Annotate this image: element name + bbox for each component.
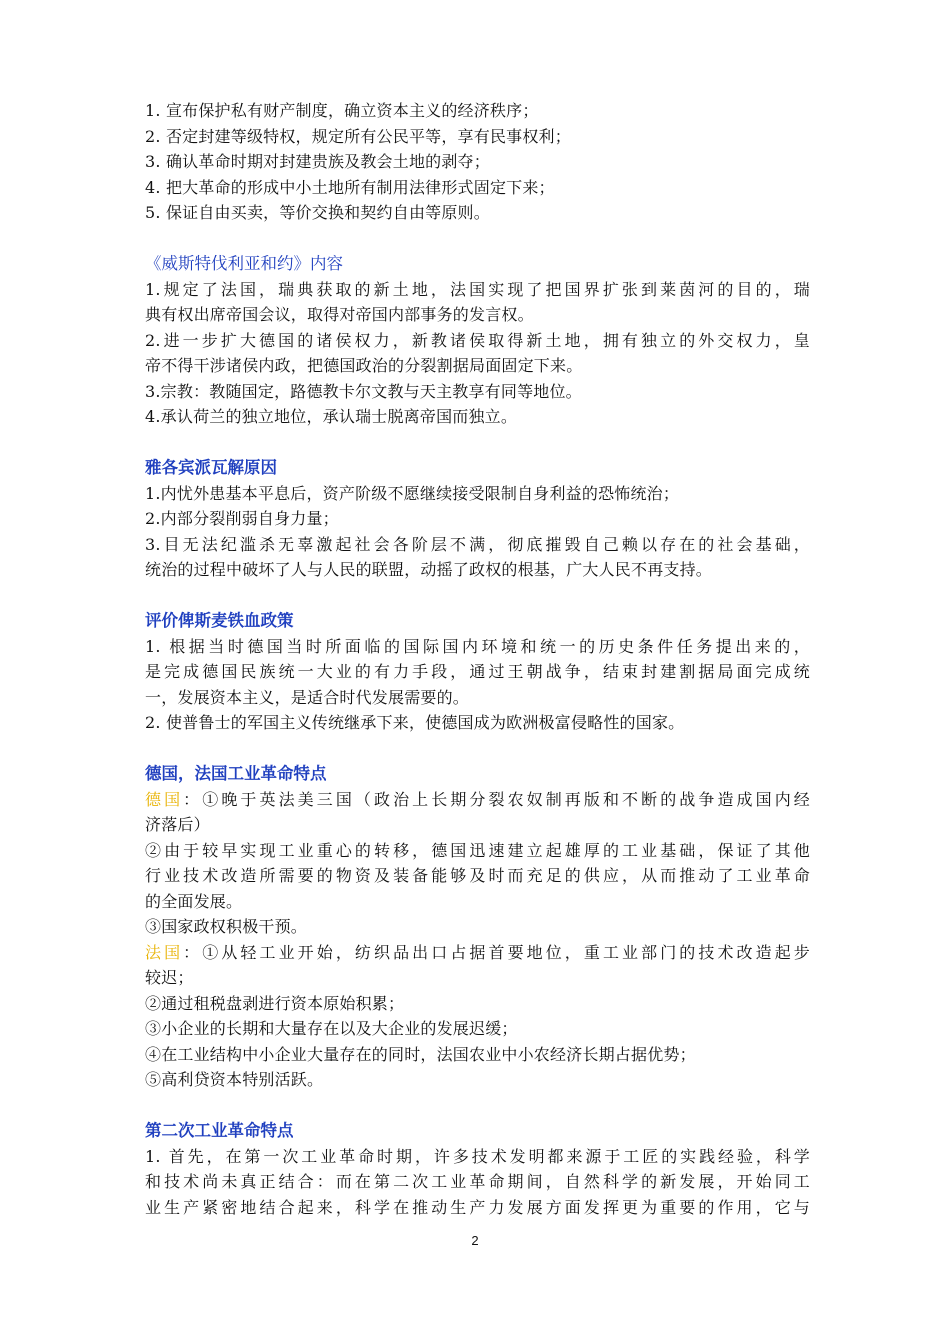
paragraph-line: 1. 首先，在第一次工业革命时期，许多技术发明都来源于工匠的实践经验，科学 (145, 1146, 810, 1166)
paragraph-line: 较迟； (145, 968, 194, 987)
paragraph-line: ⑤高利贷资本特别活跃。 (145, 1070, 324, 1089)
page-content (145, 98, 810, 1220)
paragraph-line: 典有权出席帝国会议，取得对帝国内部事务的发言权。 (145, 305, 534, 324)
section-title-industrial: 德国，法国工业革命特点 (145, 764, 327, 783)
section-title-bismarck: 评价俾斯麦铁血政策 (145, 611, 294, 630)
paragraph-line: 和技术尚未真正结合：而在第二次工业革命期间，自然科学的新发展，开始同工 (145, 1172, 810, 1191)
paragraph-line: ④在工业结构中小企业大量存在的同时，法国农业中小农经济长期占据优势； (145, 1044, 696, 1064)
paragraph-line: 业生产紧密地结合起来，科学在推动生产力发展方面发挥更为重要的作用，它与 (145, 1197, 810, 1217)
paragraph-line (145, 940, 810, 966)
paragraph-line: 帝不得干涉诸侯内政，把德国政治的分裂割据局面固定下来。 (145, 356, 583, 375)
paragraph-line (145, 787, 810, 813)
paragraph-line: ②通过租税盘剥进行资本原始积累； (145, 993, 405, 1013)
paragraph-line: 1.内忧外患基本平息后，资产阶级不愿继续接受限制自身利益的恐怖统治； (145, 483, 680, 503)
paragraph-line: 是完成德国民族统一大业的有力手段，通过王朝战争，结束封建割据局面完成统 (145, 662, 810, 681)
paragraph-line: 行业技术改造所需要的物资及装备能够及时而充足的供应，从而推动了工业革命 (145, 866, 810, 885)
section-title-westphalia: 《威斯特伐利亚和约》内容 (145, 254, 343, 273)
page-number: 2 (471, 1233, 479, 1248)
paragraph-line: ③国家政权积极干预。 (145, 917, 308, 936)
paragraph-line: ③小企业的长期和大量存在以及大企业的发展迟缓； (145, 1019, 518, 1038)
paragraph-line: 3.目无法纪滥杀无辜激起社会各阶层不满，彻底摧毁自己赖以存在的社会基础， (145, 534, 810, 554)
list-item: 2. 否定封建等级特权，规定所有公民平等，享有民事权利； (145, 126, 571, 146)
section-title-jacobin: 雅各宾派瓦解原因 (145, 458, 277, 477)
paragraph-line: 4.承认荷兰的独立地位，承认瑞士脱离帝国而独立。 (145, 407, 518, 426)
paragraph-line: 济落后） (145, 815, 210, 834)
paragraph-line: 一，发展资本主义，是适合时代发展需要的。 (145, 687, 470, 707)
list-item: 5. 保证自由买卖，等价交换和契约自由等原则。 (145, 203, 490, 222)
paragraph-line: 的全面发展。 (145, 891, 243, 911)
paragraph-line: 统治的过程中破坏了人与人民的联盟，动摇了政权的根基，广大人民不再支持。 (145, 560, 713, 579)
list-item: 1. 宣布保护私有财产制度，确立资本主义的经济秩序； (145, 101, 539, 120)
germany-label: 德国 (145, 789, 184, 809)
paragraph-line: 2.进一步扩大德国的诸侯权力，新教诸侯取得新土地，拥有独立的外交权力，皇 (145, 330, 810, 350)
paragraph-line: 3.宗教：教随国定，路德教卡尔文教与天主教享有同等地位。 (145, 381, 582, 401)
germany-first-line: ：①晚于英法美三国（政治上长期分裂农奴制再版和不断的战争造成国内经 (183, 789, 810, 809)
paragraph-line: 2.内部分裂削弱自身力量； (145, 509, 339, 528)
france-first-line: ：①从轻工业开始，纺织品出口占据首要地位，重工业部门的技术改造起步 (183, 942, 810, 962)
list-item: 3. 确认革命时期对封建贵族及教会土地的剥夺； (145, 152, 490, 171)
paragraph-line: 1. 根据当时德国当时所面临的国际国内环境和统一的历史条件任务提出来的， (145, 636, 810, 656)
france-label: 法国 (145, 942, 184, 962)
list-item: 4. 把大革命的形成中小土地所有制用法律形式固定下来； (145, 177, 555, 197)
section-title-second-revolution: 第二次工业革命特点 (145, 1121, 294, 1140)
paragraph-line: ②由于较早实现工业重心的转移，德国迅速建立起雄厚的工业基础，保证了其他 (145, 840, 810, 860)
paragraph-line: 2. 使普鲁士的军国主义传统继承下来，使德国成为欧洲极富侵略性的国家。 (145, 713, 685, 732)
paragraph-line: 1.规定了法国，瑞典获取的新土地，法国实现了把国界扩张到莱茵河的目的，瑞 (145, 279, 810, 299)
